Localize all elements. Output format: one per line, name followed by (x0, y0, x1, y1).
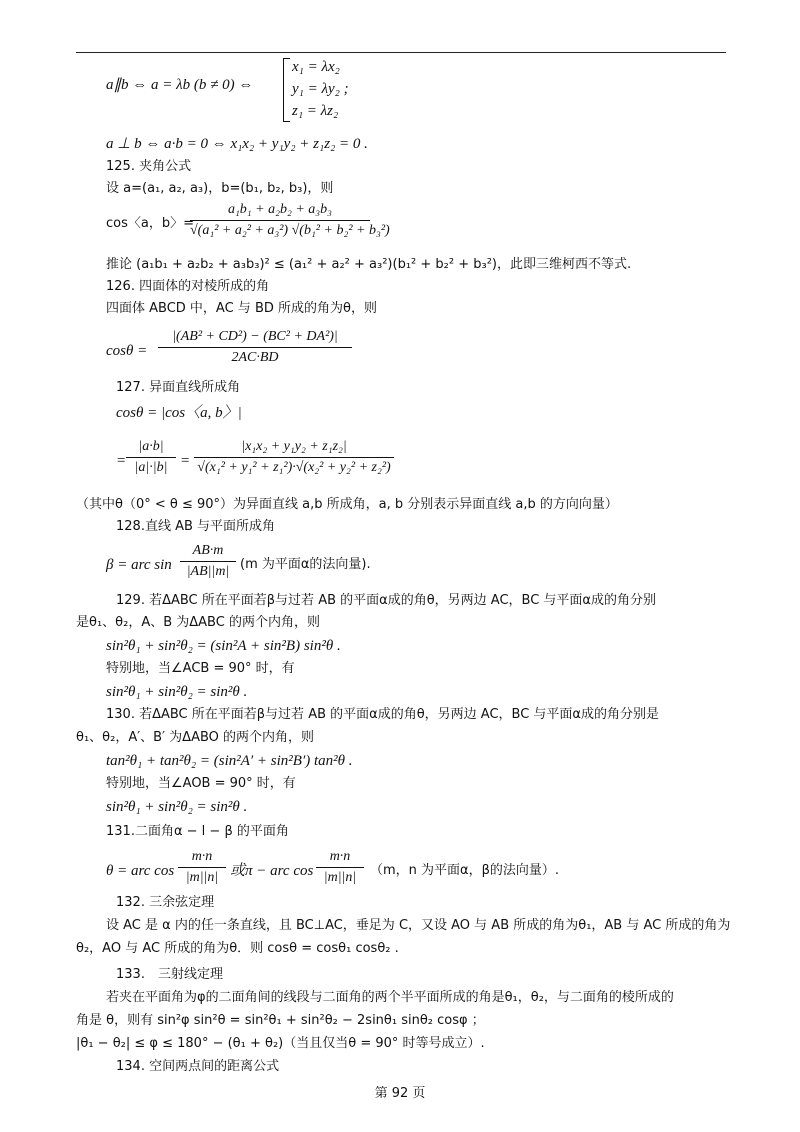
fraction-128-denominator: |AB||m| (186, 564, 230, 579)
text-133b: 角是 θ，则有 sin²φ sin²θ = sin²θ₁ + sin²θ₂ − 2sinθ₁ sinθ₂ cosφ ； (76, 1013, 485, 1028)
fraction-bar (178, 867, 226, 868)
header-rule (76, 52, 726, 53)
text-127b: = (116, 453, 127, 469)
fraction-131a-numerator: m·n (191, 849, 213, 864)
heading-134: 134. 空间两点间的距离公式 (116, 1059, 280, 1074)
equals-sign: = (180, 453, 191, 469)
text-131b: 或π − arc cos (230, 863, 314, 879)
text-126a: 四面体 ABCD 中，AC 与 BD 所成的角为θ，则 (106, 301, 377, 316)
system-eq-3: z₁ = λz₂ (292, 103, 339, 119)
fraction-127a-numerator: |a·b| (138, 439, 164, 454)
fraction-125 (190, 201, 390, 240)
heading-131: 131.二面角α − l − β 的平面角 (106, 824, 289, 839)
fraction-125-denominator: √(a₁² + a₂² + a₃²) √(b₁² + b₂² + b₃²) (190, 223, 390, 238)
text-130b: θ₁、θ₂，A′、B′ 为ΔABO 的两个内角，则 (76, 730, 315, 745)
fraction-bar (316, 867, 364, 868)
fraction-131b-numerator: m·n (329, 849, 351, 864)
text-125a: 设 a=(a₁, a₂, a₃)，b=(b₁, b₂, b₃)，则 (106, 181, 334, 196)
fraction-bar (158, 347, 352, 348)
text-126b: cosθ = (106, 343, 148, 359)
formula-129: sin²θ₁ + sin²θ₂ = (sin²A + sin²B) sin²θ . (106, 638, 341, 654)
fraction-127a-denominator: |a|·|b| (134, 460, 168, 475)
system-brace (283, 58, 290, 122)
text-131a: θ = arc cos (106, 863, 175, 879)
fraction-127b-numerator: |x₁x₂ + y₁y₂ + z₁z₂| (241, 439, 347, 454)
fraction-bar (180, 561, 236, 562)
page-number: 第 92 页 (374, 1086, 426, 1101)
text-129a: 129. 若ΔABC 所在平面若β与过若 AB 的平面α成的角θ，另两边 AC，BC 与平面α成的角分别 (116, 593, 657, 608)
formula-129-special: sin²θ₁ + sin²θ₂ = sin²θ . (106, 684, 248, 700)
text-129b: 是θ₁、θ₂，A、B 为ΔABC 的两个内角，则 (76, 615, 320, 630)
fraction-128 (180, 542, 236, 581)
text-129d: 特别地，当∠ACB = 90° 时，有 (106, 661, 295, 676)
text-128a: β = arc sin (106, 557, 172, 573)
system-eq-2: y₁ = λy₂ ; (292, 81, 349, 97)
system-eq-1: x₁ = λx₂ (292, 59, 340, 75)
parallel-condition: a∥b ⇔ a = λb (b ≠ 0) ⇔ (106, 77, 254, 93)
heading-128: 128.直线 AB 与平面所成角 (116, 519, 276, 534)
text-127c: （其中θ（0° < θ ≤ 90°）为异面直线 a,b 所成角，a, b 分别表示异面直线 a,b 的方向向量） (76, 497, 618, 512)
fraction-127a (126, 438, 176, 477)
fraction-bar (190, 220, 370, 221)
fraction-126-denominator: 2AC·BD (231, 350, 279, 365)
fraction-128-numerator: AB·m (192, 543, 224, 558)
text-130d: 特别地，当∠AOB = 90° 时，有 (106, 776, 296, 791)
fraction-bar (194, 457, 394, 458)
heading-133: 133. 三射线定理 (116, 967, 223, 982)
text-133a: 若夹在平面角为φ的二面角间的线段与二面角的两个半平面所成的角是θ₁，θ₂，与二面角的棱所成的 (106, 990, 674, 1005)
fraction-126 (158, 328, 352, 367)
fraction-126-numerator: |(AB² + CD²) − (BC² + DA²)| (172, 329, 338, 344)
fraction-125-numerator: a₁b₁ + a₂b₂ + a₃b₃ (227, 202, 333, 217)
fraction-bar (126, 457, 176, 458)
text-131c: （m，n 为平面α，β的法向量）. (370, 863, 560, 878)
heading-125: 125. 夹角公式 (106, 159, 192, 174)
heading-132: 132. 三余弦定理 (116, 895, 215, 910)
heading-126: 126. 四面体的对棱所成的角 (106, 279, 270, 294)
fraction-131b-denominator: |m||n| (323, 870, 357, 885)
fraction-131b (316, 848, 364, 887)
perpendicular-condition: a ⊥ b ⇔ a·b = 0 ⇔ x₁x₂ + y₁y₂ + z₁z₂ = 0 . (106, 136, 368, 152)
text-128b: (m 为平面α的法向量). (240, 557, 371, 572)
fraction-127b (194, 438, 394, 477)
text-132b: θ₂，AO 与 AC 所成的角为θ．则 cosθ = cosθ₁ cosθ₂ . (76, 941, 399, 956)
text-133c: |θ₁ − θ₂| ≤ φ ≤ 180° − (θ₁ + θ₂)（当且仅当θ = 90° 时等号成立）. (76, 1036, 485, 1051)
fraction-131a (178, 848, 226, 887)
heading-127: 127. 异面直线所成角 (116, 380, 241, 395)
text-130a: 130. 若ΔABC 所在平面若β与过若 AB 的平面α成的角θ，另两边 AC，BC 与平面α成的角分别是 (106, 707, 660, 722)
formula-130-special: sin²θ₁ + sin²θ₂ = sin²θ . (106, 799, 248, 815)
text-125b: cos〈a，b〉= (106, 216, 194, 231)
fraction-127b-denominator: √(x₁² + y₁² + z₁²)·√(x₂² + y₂² + z₂²) (197, 460, 391, 475)
formula-130: tan²θ₁ + tan²θ₂ = (sin²A′ + sin²B′) tan²θ . (106, 753, 353, 769)
text-132a: 设 AC 是 α 内的任一条直线，且 BC⊥AC，垂足为 C，又设 AO 与 AB 所成的角为θ₁，AB 与 AC 所成的角为 (106, 918, 731, 933)
fraction-131a-denominator: |m||n| (185, 870, 219, 885)
text-125c: 推论 (a₁b₁ + a₂b₂ + a₃b₃)² ≤ (a₁² + a₂² + a₃²)(b₁² + b₂² + b₃²)，此即三维柯西不等式. (106, 257, 632, 272)
text-127a: cosθ = |cos〈a, b〉| (116, 405, 242, 421)
